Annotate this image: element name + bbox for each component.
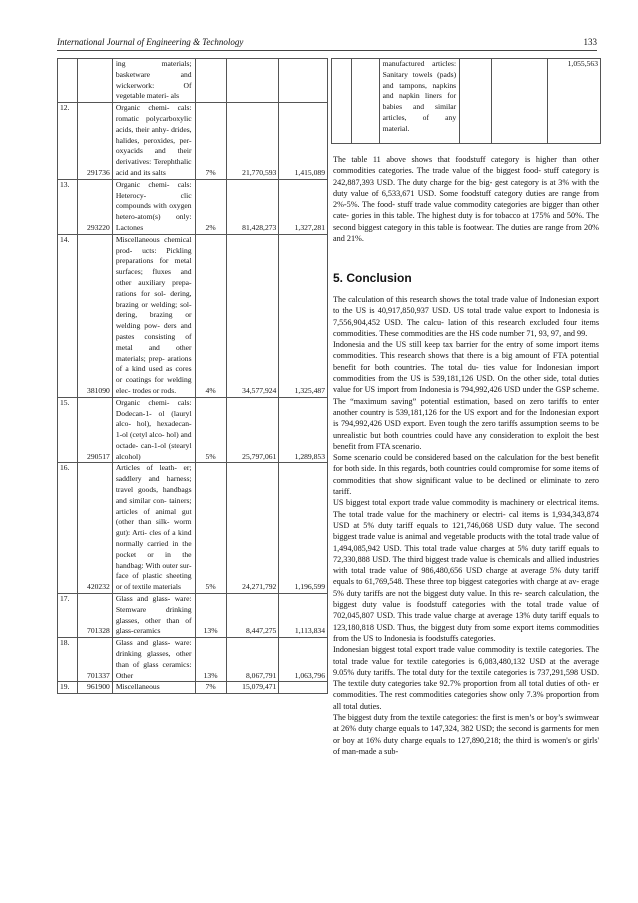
trade-value: 15,079,471 xyxy=(226,682,279,694)
table-row xyxy=(332,59,601,144)
table-row xyxy=(58,59,328,103)
duty-value: 1,113,834 xyxy=(279,594,328,638)
hs-code: 961900 xyxy=(77,682,112,694)
duty-rate: 7% xyxy=(195,103,226,180)
section-heading: 5. Conclusion xyxy=(333,271,412,285)
trade-value xyxy=(491,59,547,144)
duty-rate xyxy=(195,59,226,103)
hs-code: 381090 xyxy=(77,234,112,397)
duty-value: 1,325,487 xyxy=(279,234,328,397)
hs-code xyxy=(352,59,380,144)
trade-value: 8,067,791 xyxy=(226,638,279,682)
table-row xyxy=(58,103,328,180)
conclusion-text xyxy=(333,294,599,757)
hs-code: 420232 xyxy=(77,463,112,594)
hs-code: 290517 xyxy=(77,397,112,463)
duty-rate: 4% xyxy=(195,234,226,397)
row-number: 13. xyxy=(58,179,78,234)
row-number: 15. xyxy=(58,397,78,463)
duty-rate: 7% xyxy=(195,682,226,694)
row-number xyxy=(332,59,352,144)
table-row xyxy=(58,463,328,594)
trade-value: 24,271,792 xyxy=(226,463,279,594)
journal-title: International Journal of Engineering & Technology xyxy=(57,37,244,47)
trade-value: 81,428,273 xyxy=(226,179,279,234)
commodity-description: Organic chemi- cals: Dodecan-1- ol (lauryl alco- hol), hexadecan- 1-ol (cetyl alco- hol) and octade- can-1-ol (stearyl alcohol) xyxy=(112,397,195,463)
row-number: 18. xyxy=(58,638,78,682)
duty-value xyxy=(279,59,328,103)
commodity-table-continued xyxy=(331,58,601,144)
paragraph: Some scenario could be considered based on the calculation for the best benefit for both side. In this regards, both countries could compromise for some items of commodities that show significant value to be declined or eliminate to zero tariff. xyxy=(333,453,599,497)
row-number xyxy=(58,59,78,103)
trade-value: 34,577,924 xyxy=(226,234,279,397)
hs-code: 701328 xyxy=(77,594,112,638)
table-row xyxy=(58,594,328,638)
running-header xyxy=(57,37,597,49)
commodity-description: Miscellaneous xyxy=(112,682,195,694)
commodity-description: manufactured articles: Sanitary towels (pads) and tampons, napkins and napkin liners for babies and similar articles, of any material. xyxy=(379,59,459,144)
duty-rate xyxy=(460,59,492,144)
duty-rate: 5% xyxy=(195,397,226,463)
paragraph: Indonesia and the US still keep tax barrier for the entry of some import items commodities. This research shows that there is a big amount of FTA potential benefit for both countries. The total du- ties value for Indonesian import commodities from the US is 539,181,126 USD. On the other side, total duties value for US import from Indonesia is 794,992,426 USD under the GSP scheme. The “maximum saving” potential estimation, based on zero tariffs to enter another country is 539,181,126 for the US export and for the Indonesian export is 794,992,426 USD export. Even tough the zero tariffs assumption seems to be unrealistic but both countries could have any consideration to exploit the best benefit from FTA scenario. xyxy=(333,340,599,451)
commodity-description: ing materials; basketware and wickerwork: Of vegetable materi- als xyxy=(112,59,195,103)
row-number: 14. xyxy=(58,234,78,397)
duty-value: 1,289,853 xyxy=(279,397,328,463)
paragraph: The calculation of this research shows the total trade value of Indonesian export to the US is 40,917,850,937 USD. US total trade value export to Indonesia is 7,556,904,452 USD. The calcu- lation of this research excluded four items commodities. These commodities are the HS code number 71, 93, 97, and 99. xyxy=(333,295,599,338)
trade-value: 21,770,593 xyxy=(226,103,279,180)
hs-code: 293220 xyxy=(77,179,112,234)
commodity-table xyxy=(57,58,328,694)
table-row xyxy=(58,638,328,682)
body-paragraph: The table 11 above shows that foodstuff category is higher than other commodities categories. The trade value of the biggest food- stuff category is 242,887,393 USD. The duty charge for the big- gest category is at 3% with the duty value of 6,533,671 USD. Some foodstuff category duties are range from 2%-5%. The food- stuff trade value commodity categories are bigger than other cate- gories in this table. The highest duty is for tobacco at 175% and 50%. The second biggest category in this table is footwear. The duties are range from 20% and 21%. xyxy=(333,155,599,244)
row-number: 12. xyxy=(58,103,78,180)
header-rule xyxy=(57,50,597,51)
table-row xyxy=(58,234,328,397)
commodity-description: Glass and glass- ware: Stemware drinking glasses, other than of glass-ceramics xyxy=(112,594,195,638)
trade-value: 8,447,275 xyxy=(226,594,279,638)
trade-value: 25,797,061 xyxy=(226,397,279,463)
commodity-description: Articles of leath- er; saddlery and harness; travel goods, handbags and similar con- tainers; articles of animal gut (other than silk- worm gut): Arti- cles of a kind normally carried in the pocket or in the handbag: With outer sur- face of plastic sheeting or of textile materials xyxy=(112,463,195,594)
page-number: 133 xyxy=(583,37,597,47)
hs-code xyxy=(77,59,112,103)
table-row xyxy=(58,179,328,234)
hs-code: 701337 xyxy=(77,638,112,682)
duty-value: 1,196,599 xyxy=(279,463,328,594)
paragraph: US biggest total export trade value commodity is machinery or electrical items. The total trade value for the machinery or electri- cal items is 1,934,343,874 USD at 5% duty tariff equals to 121,746,068 USD duty value. The second biggest trade value is animal and vegetable products with the total trade value of 1,494,085,942 USD. This total trade value charges at 5% duty tariff equals to 72,330,888 USD. The third biggest trade value is chemicals and allied industries with total trade value of 986,480,656 USD charge at average 5% duty tariff equals to 61,769,548. These three top biggest categories with charge at av- erage 5% duty tariffs are not the biggest duty value. In this re- search calculation, the biggest duty value is foodstuff categories with the total trade value of 702,045,807 USD. This trade value charge at average 13% duty tariff equals to 123,180,818 USD. Thus, the biggest duty from some export items commodities from the US to Indonesia is foodstuffs categories. xyxy=(333,498,599,643)
commodity-description: Organic chemi- cals: romatic polycarboxylic acids, their anhy- drides, halides, peroxides, per- oxyacids and their derivatives: Terephthalic acid and its salts xyxy=(112,103,195,180)
duty-rate: 2% xyxy=(195,179,226,234)
paragraph: Indonesian biggest total export trade value commodity is textile categories. The total trade value for textile categories is 6,083,480,132 USD at the average 9.05% duty tariffs. The total duty for the textile categories is 737,291,598 USD. The textile duty categories take 92.7% proportion from all total duties of oth- er commodities. The rest commodities categories show only 7.3% proportion from all total duties. xyxy=(333,645,599,711)
commodity-description: Glass and glass- ware: drinking glasses, other than of glass ceramics: Other xyxy=(112,638,195,682)
duty-value xyxy=(279,682,328,694)
duty-rate: 13% xyxy=(195,638,226,682)
commodity-description: Organic chemi- cals: Heterocy- clic compounds with oxygen hetero-atom(s) only: Lactones xyxy=(112,179,195,234)
duty-rate: 5% xyxy=(195,463,226,594)
table-row xyxy=(58,682,328,694)
table-row xyxy=(58,397,328,463)
hs-code: 291736 xyxy=(77,103,112,180)
duty-value: 1,327,281 xyxy=(279,179,328,234)
duty-rate: 13% xyxy=(195,594,226,638)
commodity-description: Miscellaneous chemical prod- ucts: Pickling preparations for metal surfaces; fluxes and other auxiliary prepa- rations for sol- dering, brazing or welding; sol- dering, brazing or welding pow- ders and pastes consisting of metal and other materials; prep- arations of a kind used as cores or coatings for welding elec- trodes or rods. xyxy=(112,234,195,397)
row-number: 19. xyxy=(58,682,78,694)
row-number: 16. xyxy=(58,463,78,594)
paragraph: The biggest duty from the textile categories: the first is men’s or boy’s swimwear at 26% duty charge equals to 147,324, 382 USD; the second is garments for men or boy at 16% duty charge equals to 127,890,218; the third is women's or girls' of man-made a sub- xyxy=(333,712,599,756)
duty-value: 1,055,563 xyxy=(548,59,601,144)
duty-value: 1,063,796 xyxy=(279,638,328,682)
duty-value: 1,415,089 xyxy=(279,103,328,180)
row-number: 17. xyxy=(58,594,78,638)
trade-value xyxy=(226,59,279,103)
